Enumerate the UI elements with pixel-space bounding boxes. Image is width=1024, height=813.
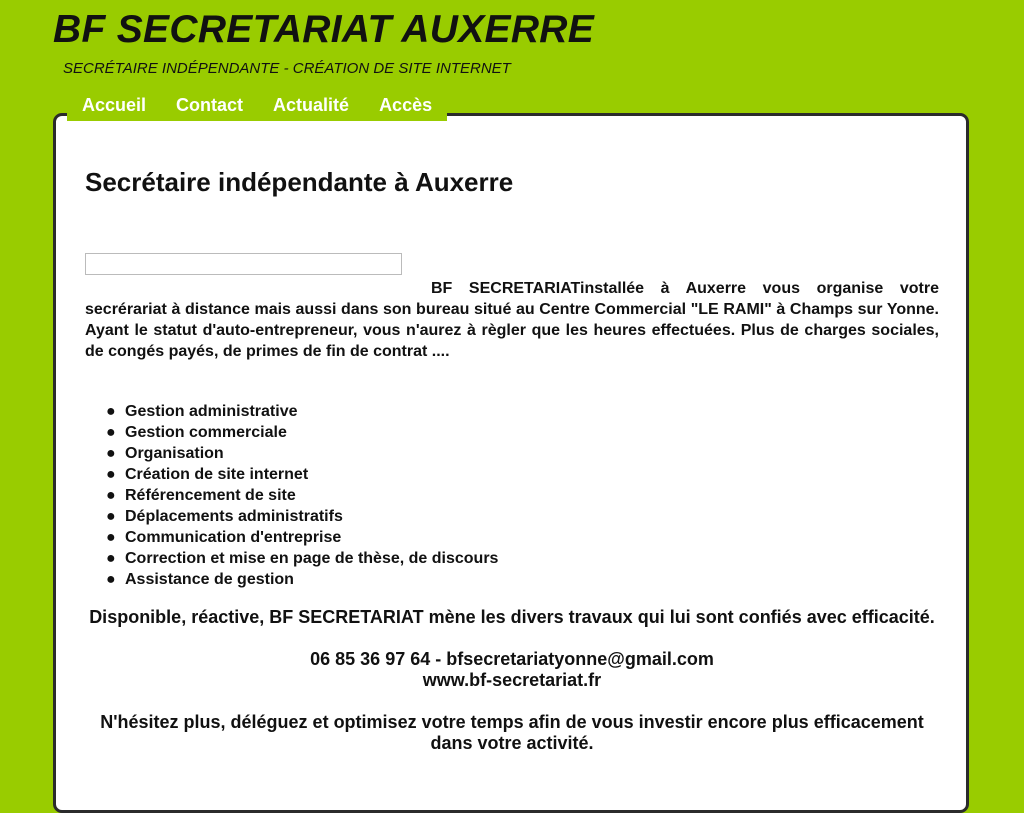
nav-item-accueil[interactable]: Accueil	[82, 95, 147, 115]
bullet-icon: ●	[106, 424, 116, 441]
list-item	[106, 422, 498, 443]
list-item-label: Gestion commerciale	[125, 424, 287, 441]
list-item-label: Référencement de site	[125, 487, 296, 504]
list-item	[106, 443, 498, 464]
site-subtitle: SECRÉTAIRE INDÉPENDANTE - CRÉATION DE SITE INTERNET	[63, 60, 511, 77]
list-item	[106, 485, 498, 506]
bullet-icon: ●	[106, 550, 116, 567]
list-item	[106, 401, 498, 422]
contact-info: 06 85 36 97 64 - bfsecretariatyonne@gmail.com	[310, 649, 714, 669]
bullet-icon: ●	[106, 508, 116, 525]
list-item	[106, 548, 499, 569]
list-item	[106, 464, 498, 485]
list-item-label: Création de site internet	[125, 466, 309, 483]
nav-item-contact[interactable]: Contact	[176, 95, 244, 115]
site-title: BF SECRETARIAT AUXERRE	[53, 8, 595, 51]
list-item-label: Communication d'entreprise	[125, 529, 342, 546]
image-placeholder	[85, 253, 402, 275]
bullet-icon: ●	[106, 403, 116, 420]
bullet-icon: ●	[106, 571, 116, 588]
bullet-icon: ●	[106, 529, 116, 546]
page-title: Secrétaire indépendante à Auxerre	[85, 167, 514, 197]
list-item-label: Assistance de gestion	[125, 571, 294, 588]
call-to-action: N'hésitez plus, déléguez et optimisez votre temps afin de vous investir encore plus efficacement dans votre activité.	[100, 712, 924, 753]
nav-item-actualite[interactable]: Actualité	[273, 95, 350, 115]
bullet-icon: ●	[106, 466, 116, 483]
main-nav	[67, 92, 447, 121]
list-item-label: Correction et mise en page de thèse, de discours	[125, 550, 499, 567]
tagline: Disponible, réactive, BF SECRETARIAT mène les divers travaux qui lui sont confiés avec efficacité.	[89, 607, 935, 627]
list-item-label: Gestion administrative	[125, 403, 298, 420]
services-list	[85, 401, 498, 590]
list-item-label: Organisation	[125, 445, 224, 462]
list-item-label: Déplacements administratifs	[125, 508, 343, 525]
website-link[interactable]: www.bf-secretariat.fr	[422, 670, 602, 690]
bullet-icon: ●	[106, 487, 116, 504]
intro-paragraph: BF SECRETARIATinstallée à Auxerre vous organise votre secréraria​t à distance mais aussi dans son bureau situé au Centre Commercial "LE RAMI" à Champs sur Yonne. Ayant le statut d'auto-entrepreneur, vous n'aurez à règler que les heures effectuées. Plus de charges sociales, de congés payés, de primes de fin de contrat ....	[85, 280, 939, 360]
bullet-icon: ●	[106, 445, 116, 462]
list-item	[106, 527, 498, 548]
list-item	[106, 506, 498, 527]
nav-item-acces[interactable]: Accès	[379, 95, 433, 115]
list-item	[106, 569, 498, 590]
